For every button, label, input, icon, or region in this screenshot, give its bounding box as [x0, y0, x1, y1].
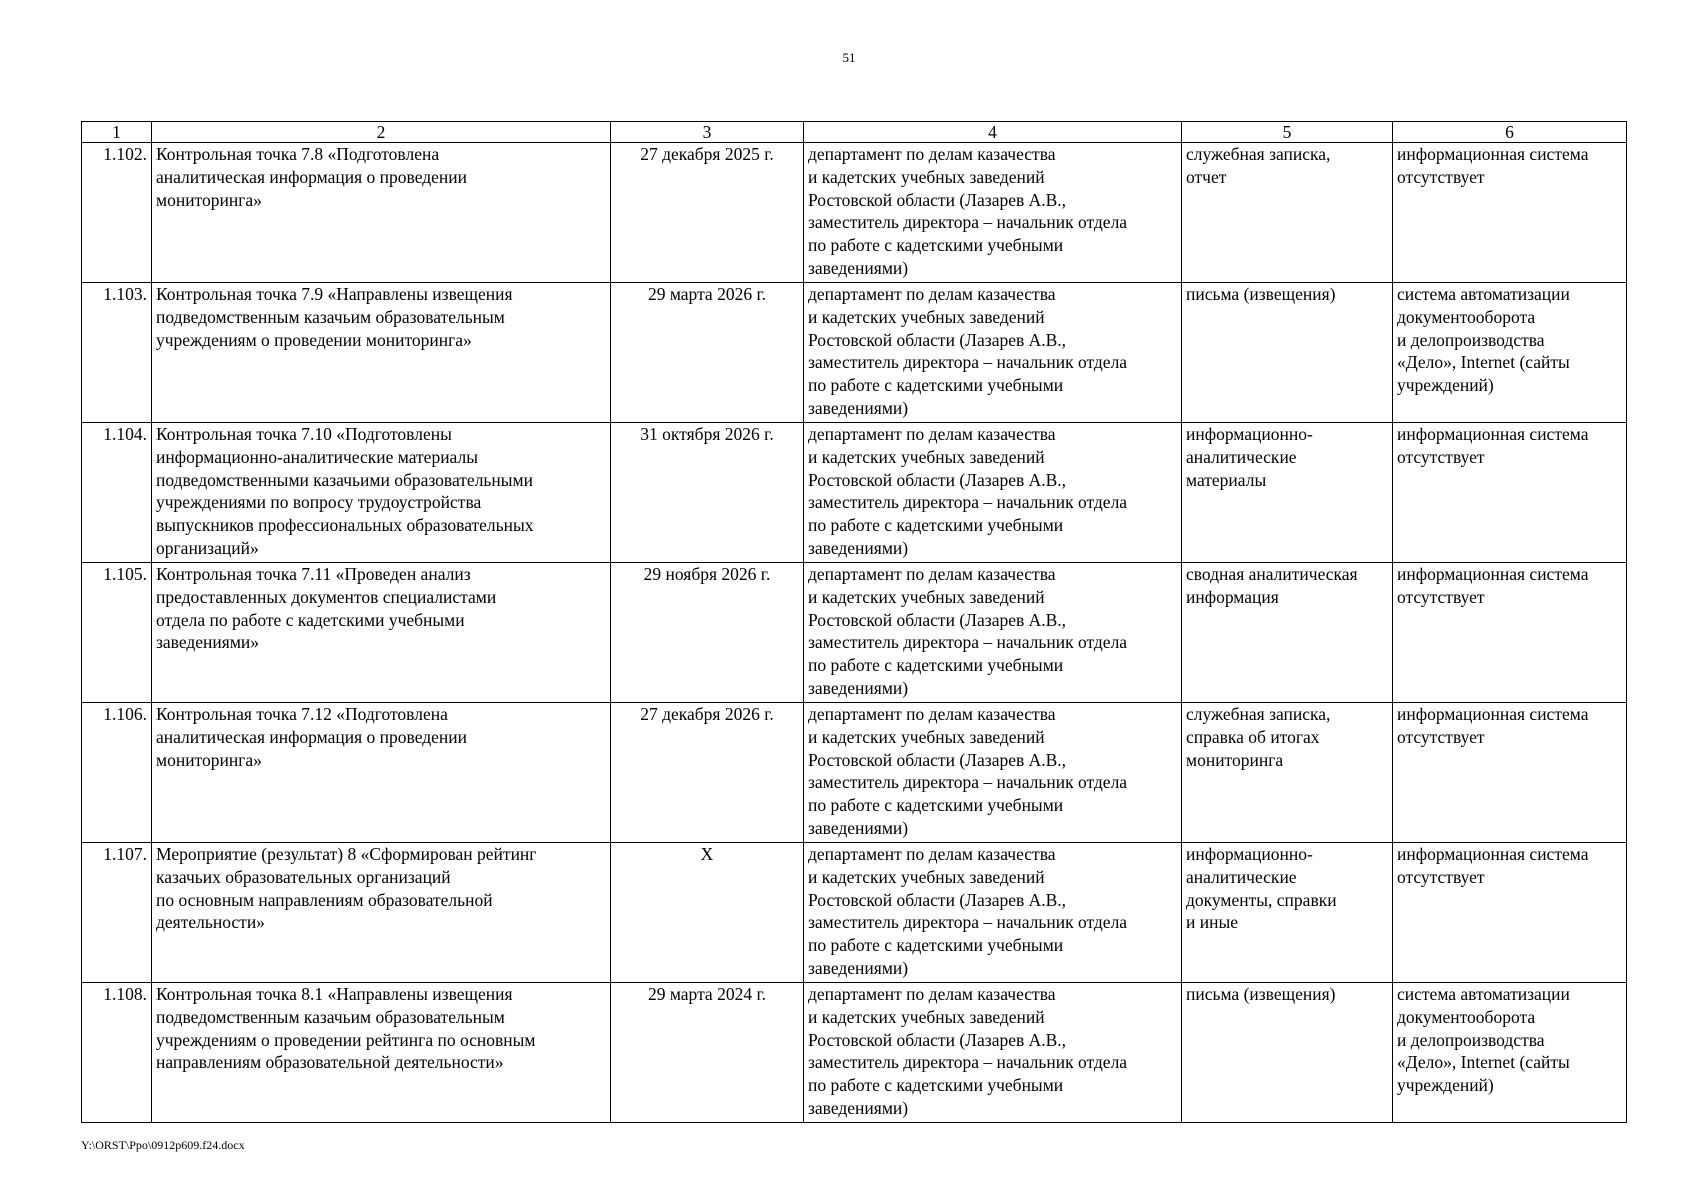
information-system: информационная система отсутствует	[1393, 703, 1627, 843]
responsible-executor: департамент по делам казачества и кадетских учебных заведений Ростовской области (Лазарев А.В., заместитель директора – начальник отдела по работе с кадетскими учебными заведениями)	[804, 703, 1182, 843]
row-number: 1.105.	[82, 563, 152, 703]
row-number: 1.107.	[82, 843, 152, 983]
responsible-executor: департамент по делам казачества и кадетских учебных заведений Ростовской области (Лазарев А.В., заместитель директора – начальник отдела по работе с кадетскими учебными заведениями)	[804, 143, 1182, 283]
deadline-date: 31 октября 2026 г.	[611, 423, 804, 563]
table-row	[82, 703, 1627, 843]
document-type: служебная записка, справка об итогах мониторинга	[1182, 703, 1393, 843]
document-type: информационно- аналитические документы, справки и иные	[1182, 843, 1393, 983]
information-system: информационная система отсутствует	[1393, 843, 1627, 983]
deadline-date: 29 марта 2024 г.	[611, 983, 804, 1123]
responsible-executor: департамент по делам казачества и кадетских учебных заведений Ростовской области (Лазарев А.В., заместитель директора – начальник отдела по работе с кадетскими учебными заведениями)	[804, 563, 1182, 703]
responsible-executor: департамент по делам казачества и кадетских учебных заведений Ростовской области (Лазарев А.В., заместитель директора – начальник отдела по работе с кадетскими учебными заведениями)	[804, 283, 1182, 423]
table-row	[82, 983, 1627, 1123]
deadline-date: 29 марта 2026 г.	[611, 283, 804, 423]
information-system: система автоматизации документооборота и делопроизводства «Дело», Internet (сайты учреждений)	[1393, 983, 1627, 1123]
document-type: письма (извещения)	[1182, 983, 1393, 1123]
row-number: 1.104.	[82, 423, 152, 563]
checkpoint-name: Контрольная точка 7.12 «Подготовлена аналитическая информация о проведении мониторинга»	[152, 703, 611, 843]
row-number: 1.106.	[82, 703, 152, 843]
document-type: служебная записка, отчет	[1182, 143, 1393, 283]
table-row	[82, 283, 1627, 423]
file-path-footer: Y:\ORST\Ppo\0912p609.f24.docx	[81, 1138, 245, 1152]
table-row	[82, 563, 1627, 703]
responsible-executor: департамент по делам казачества и кадетских учебных заведений Ростовской области (Лазарев А.В., заместитель директора – начальник отдела по работе с кадетскими учебными заведениями)	[804, 423, 1182, 563]
header-row	[82, 122, 1627, 143]
document-type: информационно- аналитические материалы	[1182, 423, 1393, 563]
checkpoint-name: Контрольная точка 7.10 «Подготовлены информационно-аналитические материалы подведомственными казачьими образовательными учреждениями по вопросу трудоустройства выпускников профессиональных образовательных организаций»	[152, 423, 611, 563]
information-system: информационная система отсутствует	[1393, 143, 1627, 283]
column-header: 6	[1393, 122, 1627, 143]
column-header: 3	[611, 122, 804, 143]
information-system: информационная система отсутствует	[1393, 423, 1627, 563]
column-header: 5	[1182, 122, 1393, 143]
checkpoint-name: Контрольная точка 7.11 «Проведен анализ предоставленных документов специалистами отдела по работе с кадетскими учебными заведениями»	[152, 563, 611, 703]
deadline-date: 29 ноября 2026 г.	[611, 563, 804, 703]
column-header: 1	[82, 122, 152, 143]
information-system: система автоматизации документооборота и делопроизводства «Дело», Internet (сайты учреждений)	[1393, 283, 1627, 423]
deadline-date: 27 декабря 2026 г.	[611, 703, 804, 843]
document-type: письма (извещения)	[1182, 283, 1393, 423]
deadline-date: 27 декабря 2025 г.	[611, 143, 804, 283]
row-number: 1.108.	[82, 983, 152, 1123]
checkpoint-name: Контрольная точка 8.1 «Направлены извещения подведомственным казачьим образовательным учреждениям о проведении рейтинга по основным направлениям образовательной деятельности»	[152, 983, 611, 1123]
checkpoint-name: Контрольная точка 7.8 «Подготовлена аналитическая информация о проведении мониторинга»	[152, 143, 611, 283]
information-system: информационная система отсутствует	[1393, 563, 1627, 703]
measure-name: Мероприятие (результат) 8 «Сформирован рейтинг казачьих образовательных организаций по основным направлениям образовательной деятельности»	[152, 843, 611, 983]
row-number: 1.103.	[82, 283, 152, 423]
row-number: 1.102.	[82, 143, 152, 283]
plan-table	[81, 121, 1627, 1123]
table-row	[82, 843, 1627, 983]
table-row	[82, 143, 1627, 283]
column-header: 4	[804, 122, 1182, 143]
responsible-executor: департамент по делам казачества и кадетских учебных заведений Ростовской области (Лазарев А.В., заместитель директора – начальник отдела по работе с кадетскими учебными заведениями)	[804, 843, 1182, 983]
responsible-executor: департамент по делам казачества и кадетских учебных заведений Ростовской области (Лазарев А.В., заместитель директора – начальник отдела по работе с кадетскими учебными заведениями)	[804, 983, 1182, 1123]
checkpoint-name: Контрольная точка 7.9 «Направлены извещения подведомственным казачьим образовательным учреждениям о проведении мониторинга»	[152, 283, 611, 423]
table-row	[82, 423, 1627, 563]
page-number: 51	[842, 50, 856, 65]
column-header: 2	[152, 122, 611, 143]
deadline-date: X	[611, 843, 804, 983]
document-type: сводная аналитическая информация	[1182, 563, 1393, 703]
